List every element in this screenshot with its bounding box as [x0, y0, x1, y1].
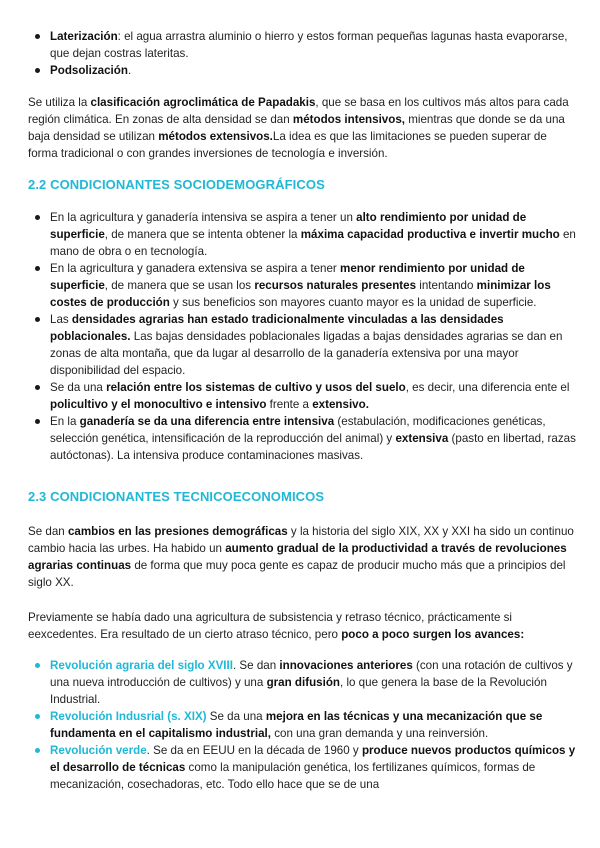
- sociodemographic-list: [28, 209, 576, 464]
- list-item: En la agricultura y ganadera extensiva se aspira a tener menor rendimiento por unidad de superficie, de manera que se usan los recursos naturales presentes intentando minimizar los costes de producción y sus beneficios son mayores cuanto mayor es la unidad de superficie.: [28, 260, 576, 311]
- list-item: En la agricultura y ganadería intensiva se aspira a tener un alto rendimiento por unidad de superficie, de manera que se intenta obtener la máxima capacidad productiva e invertir mucho en mano de obra o en tecnología.: [28, 209, 576, 260]
- list-item: Las densidades agrarias han estado tradicionalmente vinculadas a las densidades poblacionales. Las bajas densidades poblacionales ligadas a bajas densidades agrarias se dan en zonas de alta montaña, que da lugar al desarrollo de la ganadería extensiva por una mayor disponibilidad del espacio.: [28, 311, 576, 379]
- soil-process-list: [28, 28, 576, 79]
- list-item: Revolución agraria del siglo XVIII. Se dan innovaciones anteriores (con una rotación de cultivos y una nueva introducción de cultivos) y una gran difusión, lo que genera la base de la Revolución Industrial.: [28, 657, 576, 708]
- paragraph-presiones: Se dan cambios en las presiones demográficas y la historia del siglo XIX, XX y XXI ha sido un continuo cambio hacia las urbes. Ha habido un aumento gradual de la productividad a través de revoluciones agrarias continuas de forma que muy poca gente es capaz de producir mucho más que a principios del siglo XX.: [28, 525, 574, 589]
- list-item: Revolución verde. Se da en EEUU en la década de 1960 y produce nuevos productos químicos y el desarrollo de técnicas como la manipulación genética, los fertilizanes químicos, formas de mecanización, cosechadoras, etc. Todo ello hace que se de una: [28, 742, 576, 793]
- paragraph-papadakis: Se utiliza la clasificación agroclimática de Papadakis, que se basa en los cultivos más altos para cada región climática. En zonas de alta densidad se dan métodos intensivos, mientras que donde se da una baja densidad se utilizan métodos extensivos.La idea es que las limitaciones se pueden superar de forma tradicional o con grandes inversiones de tecnología e inversión.: [28, 96, 569, 160]
- section-heading-sociodemograficos: 2.2 CONDICIONANTES SOCIODEMOGRÁFICOS: [28, 177, 325, 192]
- revolutions-list: [28, 657, 576, 793]
- section-heading-tecnicoeconomicos: 2.3 CONDICIONANTES TECNICOECONOMICOS: [28, 489, 325, 504]
- list-item: Revolución Indusrial (s. XIX) Se da una mejora en las técnicas y una mecanización que se fundamenta en el capitalismo industrial, con una gran demanda y una reinversión.: [28, 708, 576, 742]
- paragraph-previamente: Previamente se había dado una agricultura de subsistencia y retraso técnico, prácticamente si eexcedentes. Era resultado de un cierto atraso técnico, pero poco a poco surgen los avances:: [28, 611, 525, 641]
- list-item: En la ganadería se da una diferencia entre intensiva (estabulación, modificaciones genéticas, selección genética, intensificación de la reproducción del animal) y extensiva (pasto en libertad, razas autóctonas). La intensiva produce contaminaciones masivas.: [28, 413, 576, 464]
- list-item: Podsolización.: [28, 62, 576, 79]
- list-item: Laterización: el agua arrastra aluminio o hierro y estos forman pequeñas lagunas hasta evaporarse, que dejan costras lateritas.: [28, 28, 576, 62]
- list-item: Se da una relación entre los sistemas de cultivo y usos del suelo, es decir, una diferencia ente el policultivo y el monocultivo e intensivo frente a extensivo.: [28, 379, 576, 413]
